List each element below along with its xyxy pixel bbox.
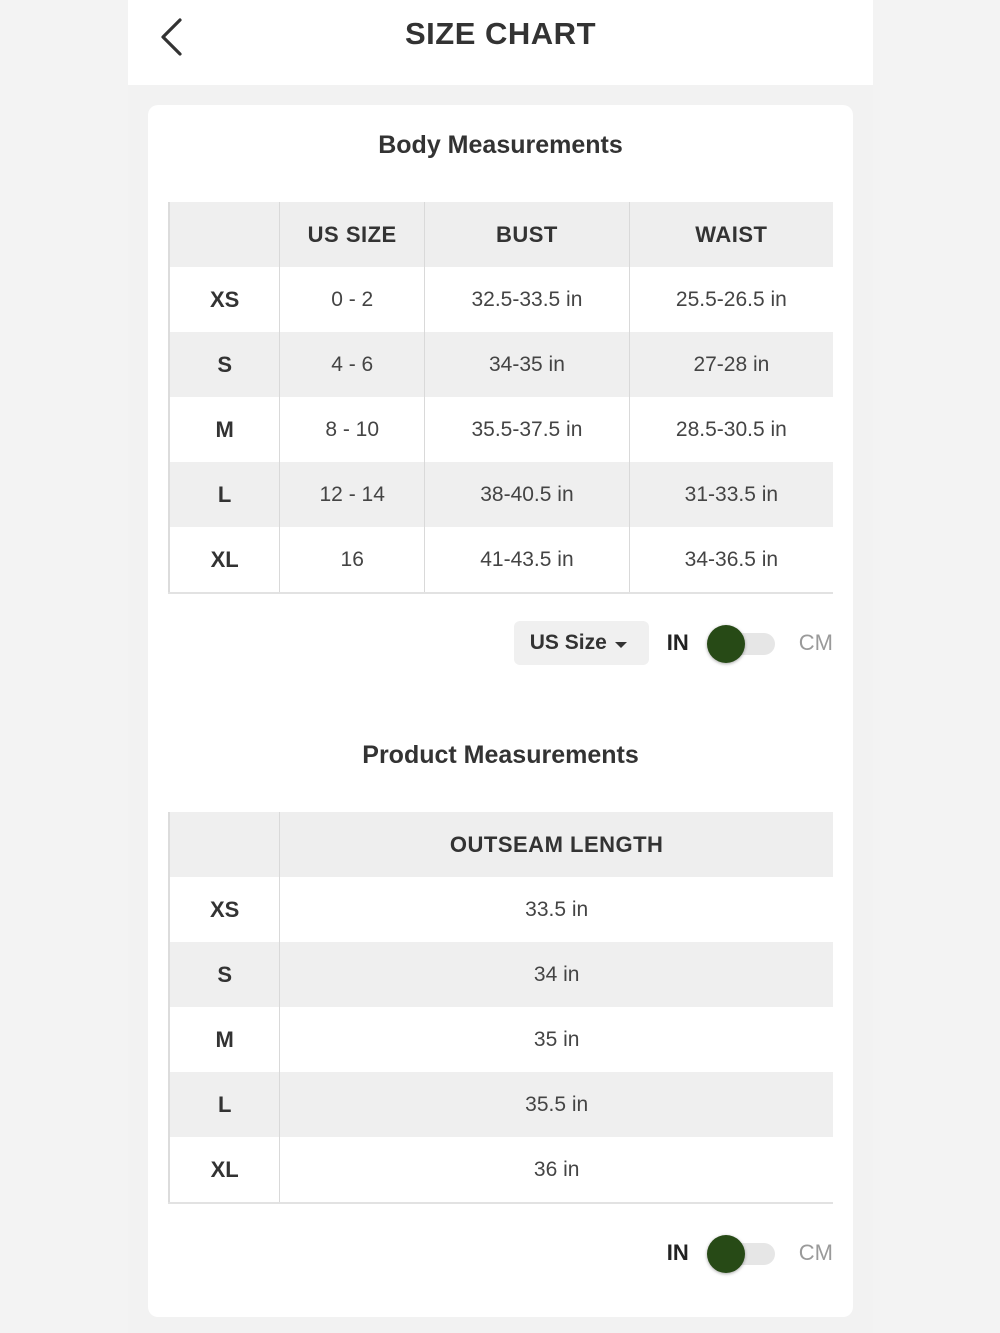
product-measurements-table: [168, 812, 833, 1204]
size-chart-screen: [128, 0, 873, 1333]
body-measurements-table: [168, 202, 833, 594]
table-row: [169, 942, 833, 1007]
us-size-cell: 8 - 10: [280, 397, 425, 462]
size-label: L: [169, 462, 280, 527]
caret-down-icon: [615, 642, 627, 648]
column-header-outseam-length: OUTSEAM LENGTH: [280, 812, 833, 877]
unit-toggle[interactable]: [707, 1238, 775, 1268]
unit-toggle[interactable]: [707, 628, 775, 658]
waist-cell: 31-33.5 in: [629, 462, 833, 527]
outseam-cell: 35.5 in: [280, 1072, 833, 1137]
table-row: [169, 1072, 833, 1137]
table-row: [169, 397, 833, 462]
table-header-cell: [169, 812, 280, 877]
size-label: M: [169, 1007, 280, 1072]
bust-cell: 41-43.5 in: [425, 527, 630, 593]
unit-label-in: IN: [666, 1240, 689, 1265]
waist-cell: 27-28 in: [629, 332, 833, 397]
size-system-value: US Size: [529, 631, 607, 654]
table-row: [169, 877, 833, 942]
unit-label-cm: CM: [798, 1240, 833, 1265]
size-label: XS: [169, 877, 280, 942]
table-header-row: [169, 812, 833, 877]
table-header-row: [169, 202, 833, 267]
size-label: XL: [169, 527, 280, 593]
outseam-cell: 35 in: [280, 1007, 833, 1072]
body-measurements-title: Body Measurements: [378, 131, 623, 159]
size-label: XS: [169, 267, 280, 332]
bust-cell: 38-40.5 in: [425, 462, 630, 527]
size-system-dropdown[interactable]: [514, 621, 649, 665]
size-label: S: [169, 332, 280, 397]
table-row: [169, 267, 833, 332]
size-chart-card: [148, 105, 853, 1317]
toggle-knob[interactable]: [707, 1235, 745, 1273]
column-header-us-size: US SIZE: [280, 202, 425, 267]
page-title: SIZE CHART: [405, 16, 596, 51]
us-size-cell: 12 - 14: [280, 462, 425, 527]
size-label: L: [169, 1072, 280, 1137]
waist-cell: 25.5-26.5 in: [629, 267, 833, 332]
table-row: [169, 527, 833, 593]
bust-cell: 35.5-37.5 in: [425, 397, 630, 462]
us-size-cell: 4 - 6: [280, 332, 425, 397]
outseam-cell: 34 in: [280, 942, 833, 1007]
size-label: M: [169, 397, 280, 462]
outseam-cell: 33.5 in: [280, 877, 833, 942]
top-bar: [128, 0, 873, 85]
outseam-cell: 36 in: [280, 1137, 833, 1203]
table-row: [169, 1007, 833, 1072]
waist-cell: 28.5-30.5 in: [629, 397, 833, 462]
product-measurements-title: Product Measurements: [362, 741, 639, 769]
table-row: [169, 462, 833, 527]
unit-label-cm: CM: [798, 630, 833, 655]
column-header-waist: WAIST: [629, 202, 833, 267]
size-label: S: [169, 942, 280, 1007]
body-measurements-controls: [514, 620, 833, 666]
size-label: XL: [169, 1137, 280, 1203]
table-header-cell: [169, 202, 280, 267]
toggle-knob[interactable]: [707, 625, 745, 663]
table-row: [169, 332, 833, 397]
waist-cell: 34-36.5 in: [629, 527, 833, 593]
product-measurements-controls: [667, 1230, 833, 1276]
bust-cell: 32.5-33.5 in: [425, 267, 630, 332]
us-size-cell: 16: [280, 527, 425, 593]
bust-cell: 34-35 in: [425, 332, 630, 397]
us-size-cell: 0 - 2: [280, 267, 425, 332]
unit-label-in: IN: [666, 630, 689, 655]
column-header-bust: BUST: [425, 202, 630, 267]
table-row: [169, 1137, 833, 1203]
